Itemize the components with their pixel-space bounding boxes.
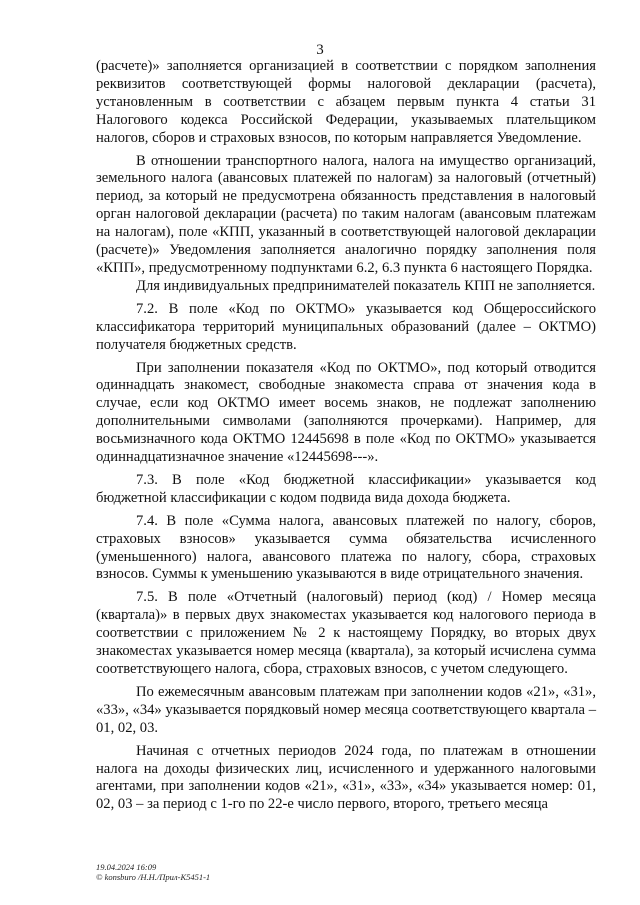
footer-file-reference: © konsburo /Н.Н./Прил-К5451-1 bbox=[96, 872, 211, 882]
paragraph-oktmo-filling: При заполнении показателя «Код по ОКТМО», под который отводится одиннадцать знакомест, свободные знакоместа справа от значения кода в случае, если код ОКТМО имеет восемь знаков, не подлежат заполнению дополнительными символами (заполняются прочерками). Например, для восьмизначного кода ОКТМО 12445698 в поле «Код по ОКТМО» указывается одиннадцатизначное значение «12445698---». bbox=[96, 359, 596, 466]
page-number: 3 bbox=[316, 42, 324, 58]
paragraph-2024-periods: Начиная с отчетных периодов 2024 года, по платежам в отношении налога на доходы физических лиц, исчисленного и удержанного налоговыми агентами, при заполнении кодов «21», «31», «33», «34» указывается номер: 01, 02, 03 – за период с 1-го по 22-е число первого, второго, третьего месяца bbox=[96, 742, 596, 813]
paragraph-7-4-sum: 7.4. В поле «Сумма налога, авансовых платежей по налогу, сборов, страховых взносов» указывается сумма обязательства исчисленного (уменьшенного) налога, авансового платежа по налогу, сбора, страховых взносов. Суммы к уменьшению указываются в виде отрицательного значения. bbox=[96, 512, 596, 583]
paragraph-individual-entrepreneurs: Для индивидуальных предпринимателей показатель КПП не заполняется. bbox=[136, 277, 596, 294]
paragraph-continuation: (расчете)» заполняется организацией в соответствии с порядком заполнения реквизитов соответствующей формы налоговой декларации (расчета), установленным в соответствии с абзацем первым пункта 4 статьи 31 Налогового кодекса Российской Федерации, указываемых плательщиком налогов, сборов и страховых взносов, по которым направляется Уведомление. bbox=[96, 58, 596, 146]
paragraph-monthly-advance: По ежемесячным авансовым платежам при заполнении кодов «21», «31», «33», «34» указывается порядковый номер месяца соответствующего квартала – 01, 02, 03. bbox=[96, 683, 596, 736]
footer-timestamp: 19.04.2024 16:09 bbox=[96, 862, 157, 872]
paragraph-7-3-kbk: 7.3. В поле «Код бюджетной классификации» указывается код бюджетной классификации с кодом подвида вида дохода бюджета. bbox=[96, 471, 596, 506]
paragraph-transport-tax: В отношении транспортного налога, налога на имущество организаций, земельного налога (авансовых платежей по налогам) за налоговый (отчетный) период, за который не предусмотрена обязанность представления в налоговый орган налоговой декларации (расчета) по таким налогам (авансовым платежам на налогам), поле «КПП, указанный в соответствующей налоговой декларации (расчете)» Уведомления заполняется аналогично порядку заполнения поля «КПП», предусмотренному подпунктами 6.2, 6.3 пункта 6 настоящего Порядка. bbox=[96, 152, 596, 276]
paragraph-7-2-oktmo: 7.2. В поле «Код по ОКТМО» указывается код Общероссийского классификатора территорий муниципальных образований (далее – ОКТМО) получателя бюджетных средств. bbox=[96, 300, 596, 353]
document-footer bbox=[96, 862, 210, 882]
paragraph-7-5-period: 7.5. В поле «Отчетный (налоговый) период (код) / Номер месяца (квартала)» в первых двух знакоместах указывается код налогового периода в соответствии с приложением № 2 к настоящему Порядку, во вторых двух знакоместах указывается номер месяца (квартала), за который исчислена сумма соответствующего налога, сбора, страховых взносов, с учетом следующего. bbox=[96, 589, 596, 677]
document-body bbox=[96, 58, 596, 814]
